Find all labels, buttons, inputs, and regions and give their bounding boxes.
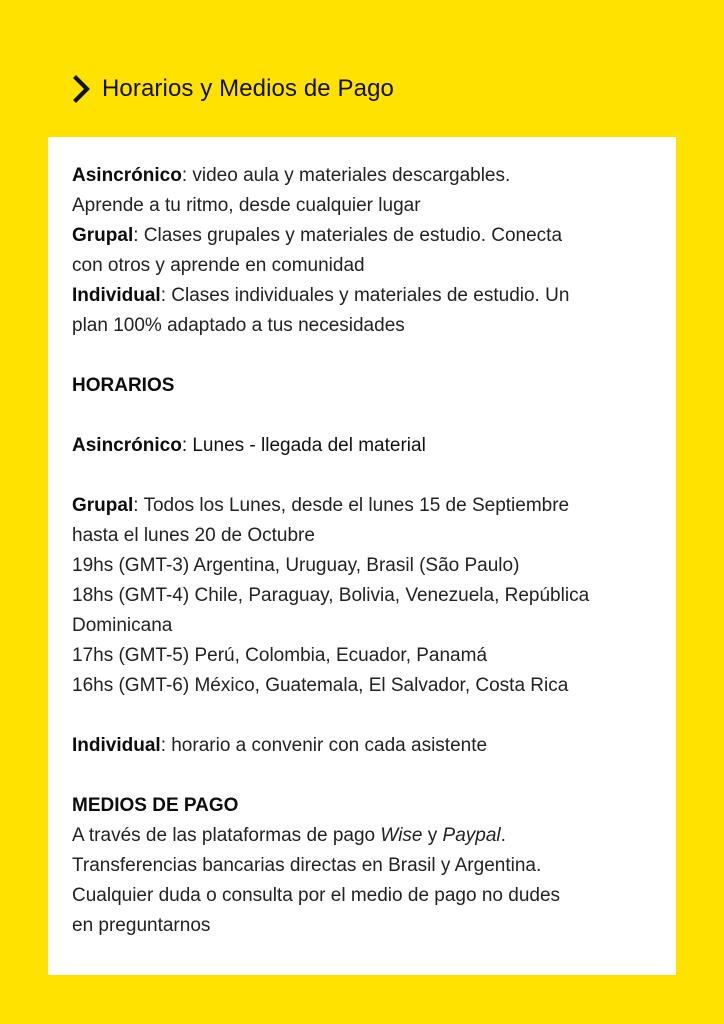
page-title: Horarios y Medios de Pago — [102, 75, 394, 102]
horario-text: : horario a convenir con cada asistente — [160, 735, 488, 756]
horario-text: : Lunes - llegada del material — [181, 435, 426, 456]
spacer — [72, 461, 652, 491]
schedule-line: 18hs (GMT-4) Chile, Paraguay, Bolivia, Venezuela, República — [72, 585, 590, 606]
pago-text: . — [500, 825, 506, 846]
pago-line: en preguntarnos — [72, 915, 211, 936]
horario-label: Individual — [72, 735, 161, 756]
modality-text: : Clases individuales y materiales de estudio. Un — [160, 285, 570, 306]
modality-individual — [72, 281, 652, 311]
chevron-right-icon — [72, 74, 94, 104]
info-card — [48, 137, 676, 975]
modality-text: : video aula y materiales descargables. — [181, 165, 511, 186]
paypal-text: Paypal — [442, 825, 501, 846]
modality-text-line: Aprende a tu ritmo, desde cualquier lugar — [72, 195, 421, 216]
modality-grupal — [72, 221, 652, 251]
modality-label: Individual — [72, 285, 161, 306]
schedule-line: 17hs (GMT-5) Perú, Colombia, Ecuador, Panamá — [72, 645, 488, 666]
card-content — [72, 161, 652, 941]
pago-line: Cualquier duda o consulta por el medio de pago no dudes — [72, 885, 561, 906]
pago-text: A través de las plataformas de pago — [72, 825, 381, 846]
spacer — [72, 761, 652, 791]
modality-text: : Clases grupales y materiales de estudio. Conecta — [133, 225, 563, 246]
horario-label: Grupal — [72, 495, 134, 516]
modality-label: Asincrónico — [72, 165, 182, 186]
schedule-line: 16hs (GMT-6) México, Guatemala, El Salvador, Costa Rica — [72, 675, 569, 696]
modality-label: Grupal — [72, 225, 134, 246]
horario-text: : Todos los Lunes, desde el lunes 15 de Septiembre — [133, 495, 570, 516]
schedule-line: 19hs (GMT-3) Argentina, Uruguay, Brasil (São Paulo) — [72, 555, 520, 576]
pago-text: y — [422, 825, 443, 846]
modality-asincronico — [72, 161, 652, 191]
spacer — [72, 701, 652, 731]
modality-text-line: con otros y aprende en comunidad — [72, 255, 365, 276]
spacer — [72, 341, 652, 371]
modality-text-line: plan 100% adaptado a tus necesidades — [72, 315, 405, 336]
page-header — [72, 72, 394, 106]
pago-line — [72, 821, 652, 851]
horario-text-line: hasta el lunes 20 de Octubre — [72, 525, 315, 546]
spacer — [72, 401, 652, 431]
pago-heading: MEDIOS DE PAGO — [72, 795, 239, 816]
pago-line: Transferencias bancarias directas en Brasil y Argentina. — [72, 855, 542, 876]
horario-grupal — [72, 491, 652, 521]
horario-label: Asincrónico — [72, 435, 182, 456]
wise-text: Wise — [380, 825, 423, 846]
horarios-heading: HORARIOS — [72, 375, 175, 396]
schedule-line: Dominicana — [72, 615, 173, 636]
horario-asincronico — [72, 431, 652, 461]
horario-individual — [72, 731, 652, 761]
